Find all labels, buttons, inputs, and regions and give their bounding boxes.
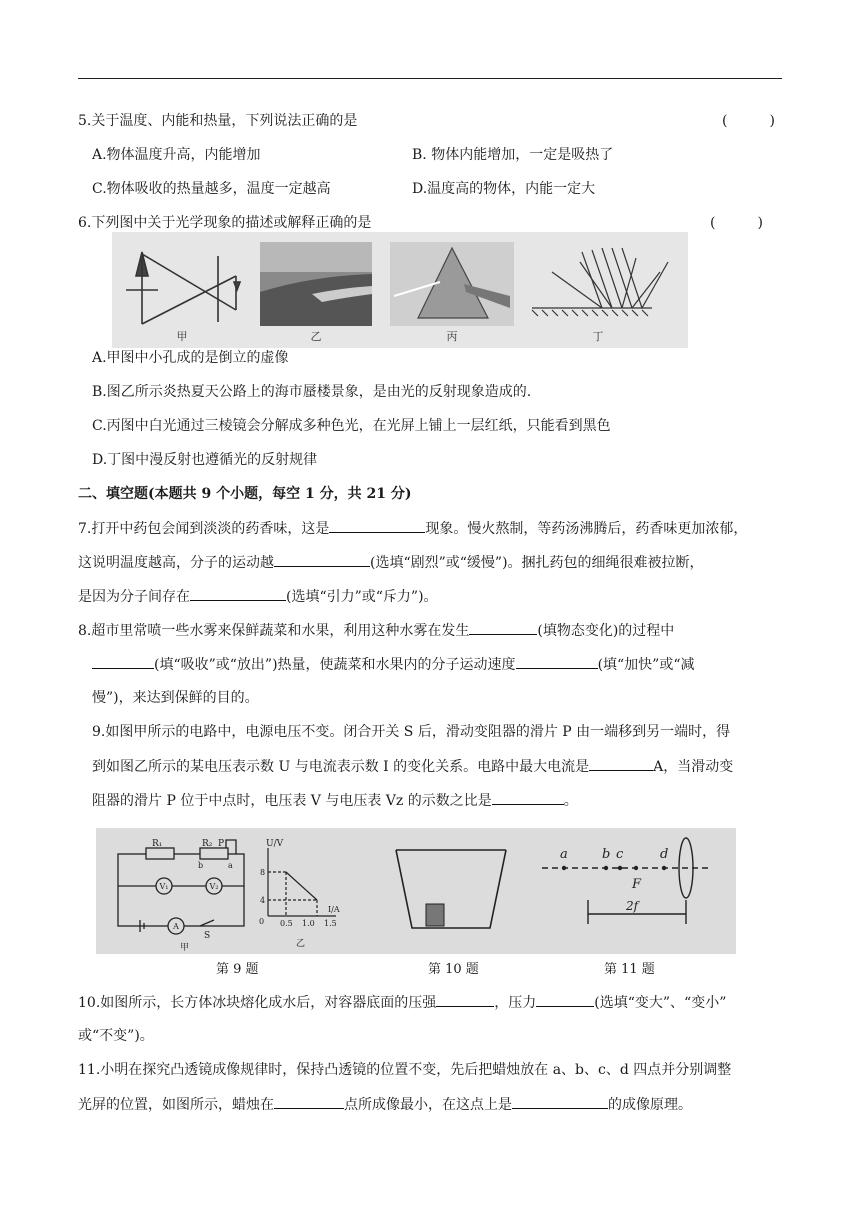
pinhole-diagram: [126, 252, 240, 324]
q9-line-3: [92, 790, 578, 811]
q9-line-2: [92, 756, 733, 777]
q8-blank-3[interactable]: [516, 654, 598, 669]
graph-tick-8: 8: [260, 868, 266, 877]
q8-text-1a: 8.超市里常喷一些水雾来保鲜蔬菜和水果，利用这种水雾在发生: [78, 623, 470, 639]
q8-text-1b: (填物态变化)的过程中: [537, 623, 675, 639]
q10-blank-2[interactable]: [536, 992, 594, 1007]
q11-blank-1[interactable]: [274, 1094, 344, 1109]
q7-text-3b: (选填“引力”或“斥力”)。: [286, 589, 438, 605]
q7-text-1a: 7.打开中药包会闻到淡淡的药香味，这是: [78, 521, 330, 537]
label-v2: V₂: [209, 882, 219, 891]
fig-label-bing: 丙: [446, 330, 458, 343]
q9-text-3a: 阻器的滑片 P 位于中点时，电压表 V 与电压表 Vz 的示数之比是: [92, 793, 492, 809]
q7-text-2b: (选填“剧烈”或“缓慢”)。捆扎药包的细绳很难被拉断，: [370, 555, 704, 571]
q6-answer-bracket: ( ): [710, 215, 763, 231]
lens-point-b: b: [602, 847, 611, 862]
optics-figure-strip: [112, 232, 688, 348]
label-r1: R₁: [152, 839, 163, 849]
q11-line-2: [78, 1094, 692, 1115]
graph-tick-0: 0: [259, 917, 265, 926]
graph-tick-1-0: 1.0: [302, 919, 315, 928]
q5-option-a: A.物体温度升高，内能增加: [92, 147, 261, 163]
q7-blank-2[interactable]: [274, 552, 370, 567]
q10-blank-1[interactable]: [436, 992, 494, 1007]
label-slider-p: P: [218, 839, 225, 849]
q7-text-3a: 是因为分子间存在: [78, 589, 190, 605]
label-v1: V₁: [159, 882, 169, 891]
q5-option-b: B. 物体内能增加，一定是吸热了: [412, 147, 614, 163]
q10-text-1a: 10.如图所示，长方体冰块熔化成水后，对容器底面的压强: [78, 995, 437, 1011]
q6-stem: 6.下列图中关于光学现象的描述或解释正确的是: [78, 215, 372, 231]
caption-q11: 第 11 题: [604, 962, 655, 977]
lens-point-c: c: [616, 847, 624, 862]
graph-tick-4: 4: [260, 896, 266, 905]
q10-line-2: 或“不变”)。: [78, 1028, 154, 1044]
diffuse-reflection-diagram: [532, 248, 668, 316]
q6-option-b: B.图乙所示炎热夏天公路上的海市蜃楼景象，是由光的反射现象造成的.: [92, 384, 532, 400]
q8-blank-1[interactable]: [469, 620, 537, 635]
q11-line-1: 11.小明在探究凸透镜成像规律时，保持凸透镜的位置不变，先后把蜡烛放在 a、b、c、d 四点并分别调整: [78, 1062, 732, 1078]
q11-blank-2[interactable]: [512, 1094, 608, 1109]
q6-option-d: D.丁图中漫反射也遵循光的反射规律: [92, 452, 318, 468]
label-r2: R₂: [202, 839, 213, 849]
graph-tick-1-5: 1.5: [324, 919, 337, 928]
q7-text-1b: 现象。慢火熬制，等药汤沸腾后，药香味更加浓郁，: [425, 521, 748, 537]
figure-strip-9-10-11: [96, 828, 736, 954]
q7-line-3: [78, 586, 438, 607]
q8-blank-2[interactable]: [92, 654, 154, 669]
label-b: b: [198, 861, 204, 870]
q9-line-1: 9.如图甲所示的电路中，电源电压不变。闭合开关 S 后，滑动变阻器的滑片 P 由一端移到另一端时，得: [92, 724, 731, 740]
q10-text-1c: (选填“变大”、“变小”: [594, 995, 727, 1011]
q5-option-d: D.温度高的物体，内能一定大: [412, 181, 596, 197]
lens-2f-label: 2f: [626, 899, 639, 913]
q7-line-2: [78, 552, 704, 573]
fig-label-ding: 丁: [592, 330, 604, 343]
q7-text-2a: 这说明温度越高，分子的运动越: [78, 555, 274, 571]
q7-blank-3[interactable]: [190, 586, 286, 601]
q11-text-2c: 的成像原理。: [608, 1097, 692, 1113]
header-rule: [78, 78, 782, 79]
fig-label-jia-circuit: 甲: [180, 943, 190, 953]
q9-text-2b: A，当滑动变: [653, 759, 734, 775]
q10-line-1: [78, 992, 726, 1013]
q9-blank-1[interactable]: [589, 756, 653, 771]
graph-tick-0-5: 0.5: [280, 919, 293, 928]
q8-line-1: [78, 620, 674, 641]
q8-line-3: 慢”)，来达到保鲜的目的。: [92, 690, 259, 706]
q10-text-1b: ，压力: [494, 995, 537, 1011]
q8-text-2b: (填“加快”或“减: [597, 657, 695, 673]
q8-text-2a: (填“吸收”或“放出”)热量，使蔬菜和水果内的分子运动速度: [154, 657, 516, 673]
label-ammeter: A: [173, 922, 179, 931]
circuit-diagram: [118, 840, 244, 934]
u-i-graph: [268, 848, 336, 916]
q9-text-2a: 到如图乙所示的某电压表示数 U 与电流表示数 I 的变化关系。电路中最大电流是: [92, 759, 590, 775]
q7-line-1: [78, 518, 747, 539]
section-title-fill-in: 二、填空题(本题共 9 个小题，每空 1 分，共 21 分): [78, 486, 412, 502]
lens-focus-f: F: [632, 877, 642, 892]
q5-stem: 5.关于温度、内能和热量，下列说法正确的是: [78, 113, 358, 129]
q9-text-3b: 。: [563, 793, 578, 809]
caption-q9: 第 9 题: [216, 962, 259, 977]
container-with-ice: [396, 850, 506, 928]
lens-point-a: a: [560, 847, 568, 862]
q11-text-2a: 光屏的位置，如图所示，蜡烛在: [78, 1097, 274, 1113]
graph-x-axis-label: I/A: [328, 905, 340, 914]
q11-text-2b: 点所成像最小，在这点上是: [344, 1097, 512, 1113]
label-a: a: [228, 861, 233, 870]
q6-option-c: C.丙图中白光通过三棱镜会分解成多种色光，在光屏上铺上一层红纸，只能看到黑色: [92, 418, 611, 434]
graph-y-axis-label: U/V: [266, 839, 284, 849]
fig-label-jia: 甲: [176, 330, 188, 343]
fig-label-yi: 乙: [310, 330, 322, 343]
q5-answer-bracket: ( ): [722, 113, 775, 129]
q6-option-a: A.甲图中小孔成的是倒立的虚像: [92, 350, 289, 366]
q7-blank-1[interactable]: [329, 518, 425, 533]
q8-line-2: [92, 654, 695, 675]
label-switch-s: S: [204, 931, 211, 941]
caption-q10: 第 10 题: [428, 962, 479, 977]
fig-label-yi-graph: 乙: [296, 939, 306, 949]
q5-option-c: C.物体吸收的热量越多，温度一定越高: [92, 181, 331, 197]
lens-point-d: d: [660, 847, 669, 862]
q9-blank-2[interactable]: [492, 790, 564, 805]
